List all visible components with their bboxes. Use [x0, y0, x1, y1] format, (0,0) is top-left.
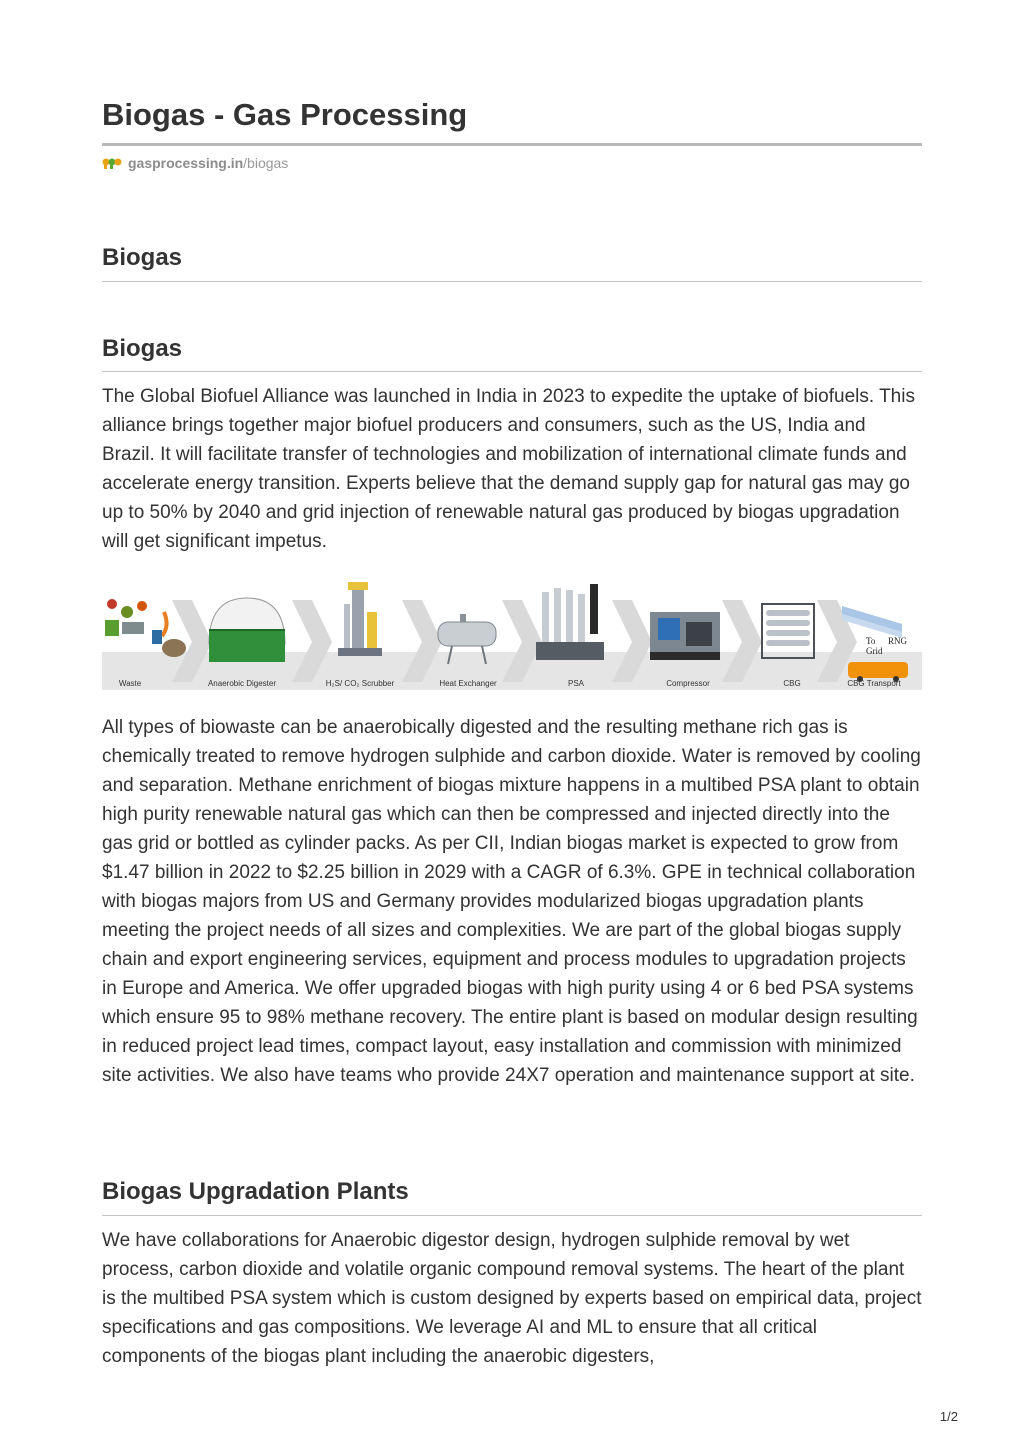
- psa-icon: [536, 584, 604, 660]
- stage-label-heat-exchanger: Heat Exchanger: [439, 679, 497, 688]
- stage-label-anaerobic-digester: Anaerobic Digester: [207, 679, 277, 688]
- stage-label-cbg: CBG: [783, 679, 801, 688]
- biogas-process-diagram: [102, 582, 922, 690]
- stage-label-waste: Waste: [118, 679, 142, 688]
- section-heading-upgradation-plants: Biogas Upgradation Plants: [102, 1178, 409, 1205]
- site-logo-icon: [102, 156, 122, 170]
- to-label: To: [866, 636, 876, 646]
- process-paragraph: All types of biowaste can be anaerobically digested and the resulting methane rich gas is chemically treated to remove hydrogen sulphide and carbon dioxide. Water is removed by cooling and separation. Methane enrichment of biogas mixture happens in a multibed PSA plant to obtain high purity renewable natural gas which can then be compressed and injected directly into the gas grid or bottled as cylinder packs. As per CII, Indian biogas market is expected to grow from $1.47 billion in 2022 to $2.25 billion in 2029 with a CAGR of 6.3%. GPE in technical collaboration with biogas majors from US and Germany provides modularized biogas upgradation plants meeting the project needs of all sizes and complexities. We are part of the global biogas supply chain and export engineering services, equipment and process modules to upgradation projects in Europe and America. We offer upgraded biogas with high purity using 4 or 6 bed PSA systems which ensure 95 to 98% methane recovery. The entire plant is based on modular design resulting in reduced project lead times, compact layout, easy installation and commission with minimized site activities. We also have teams who provide 24X7 operation and maintenance support at site.: [102, 717, 921, 1086]
- rng-label: RNG: [888, 636, 908, 646]
- waste-icon: [105, 599, 186, 657]
- section-divider: [102, 1215, 922, 1216]
- intro-paragraph: The Global Biofuel Alliance was launched in India in 2023 to expedite the uptake of biofuels. This alliance brings together major biofuel producers and consumers, such as the US, India and Brazil. It will facilitate transfer of technologies and mobilization of international climate funds and accelerate energy transition. Experts believe that the demand supply gap for natural gas may go up to 50% by 2040 and grid injection of renewable natural gas produced by biogas upgradation will get significant impetus.: [102, 386, 915, 552]
- stage-label-scrubber: H₂S/ CO₂ Scrubber: [325, 679, 395, 688]
- section-heading-biogas-1: Biogas: [102, 244, 183, 271]
- cbg-icon: [762, 604, 814, 658]
- page-title: Biogas - Gas Processing: [102, 97, 468, 132]
- title-divider: [102, 143, 922, 146]
- source-domain: gasprocessing.in: [128, 155, 244, 171]
- scrubber-icon: [338, 582, 382, 656]
- stage-label-psa: PSA: [567, 679, 585, 688]
- source-link[interactable]: [102, 154, 288, 172]
- source-path: /biogas: [243, 155, 289, 171]
- section-heading-biogas-2: Biogas: [102, 335, 183, 362]
- stage-label-cbg-transport: CBG Transport: [847, 679, 901, 688]
- section-divider: [102, 281, 922, 282]
- page-number: 1/2: [939, 1409, 958, 1424]
- stage-label-compressor: Compressor: [666, 679, 710, 688]
- grid-label: Grid: [866, 646, 883, 656]
- section-divider: [102, 371, 922, 372]
- upgradation-paragraph: We have collaborations for Anaerobic digestor design, hydrogen sulphide removal by wet process, carbon dioxide and volatile organic compound removal systems. The heart of the plant is the multibed PSA system which is custom designed by experts based on empirical data, project specifications and gas compositions. We leverage AI and ML to ensure that all critical components of the biogas plant including the anaerobic digesters,: [102, 1230, 922, 1367]
- compressor-icon: [650, 612, 720, 660]
- anaerobic-digester-icon: [209, 598, 285, 662]
